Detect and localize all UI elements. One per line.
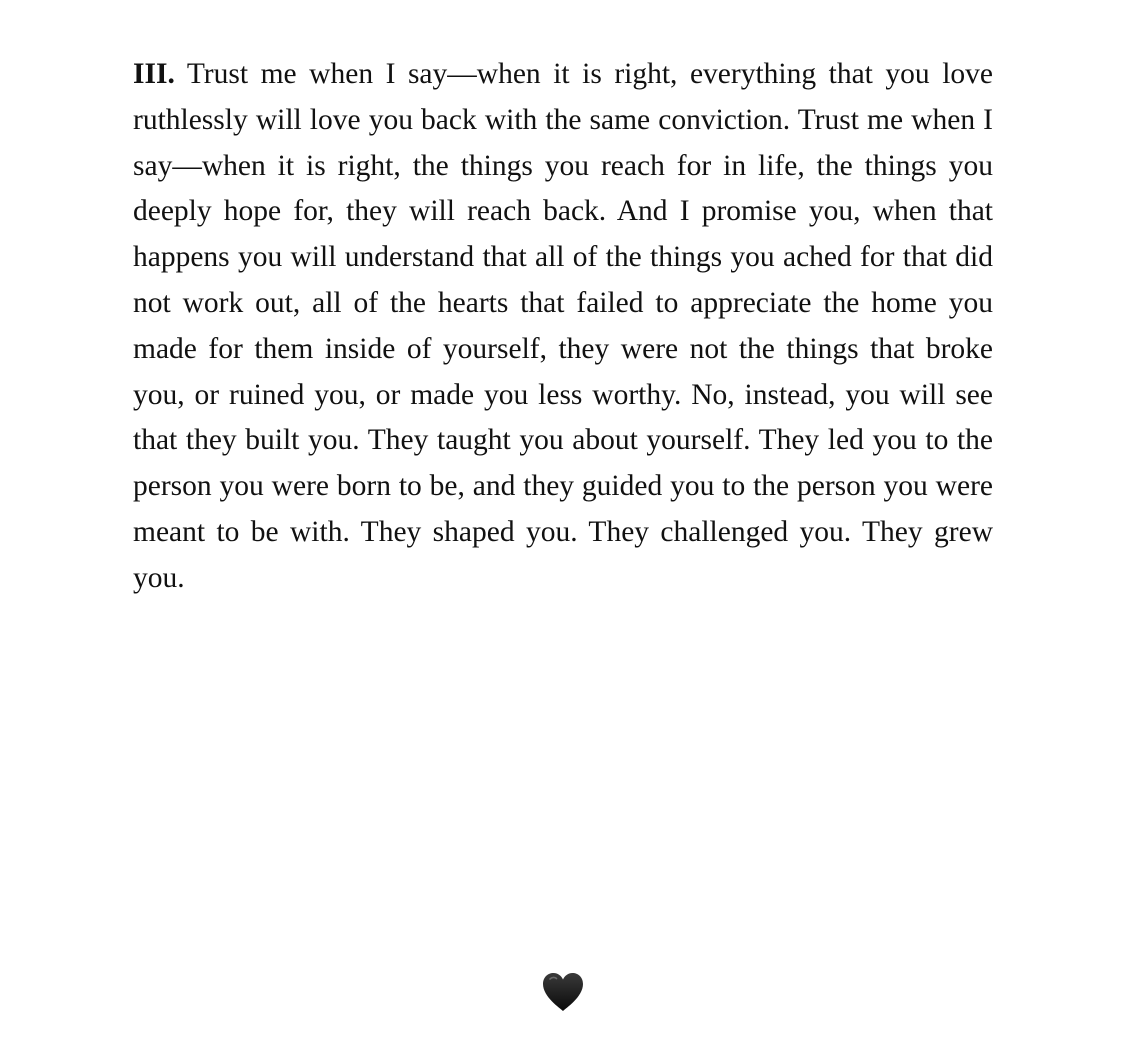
passage-text: Trust me when I say—when it is right, everything that you love ruthlessly will love you back with the same conviction. Trust me when I say—when it is right, the things you reach for in life, the things you deeply hope for, they will reach back. And I promise you, when that happens you will understand that all of the things you ached for that did not work out, all of the hearts that failed to appreciate the home you made for them inside of yourself, they were not the things that broke you, or ruined you, or made you less worthy. No, instead, you will see that they built you. They taught you about yourself. They led you to the person you were born to be, and they guided you to the person you were meant to be with. They shaped you. They challenged you. They grew you. bbox=[133, 58, 993, 594]
section-numeral: III. bbox=[133, 58, 175, 90]
black-heart-icon bbox=[540, 970, 586, 1014]
passage-paragraph bbox=[133, 52, 993, 602]
